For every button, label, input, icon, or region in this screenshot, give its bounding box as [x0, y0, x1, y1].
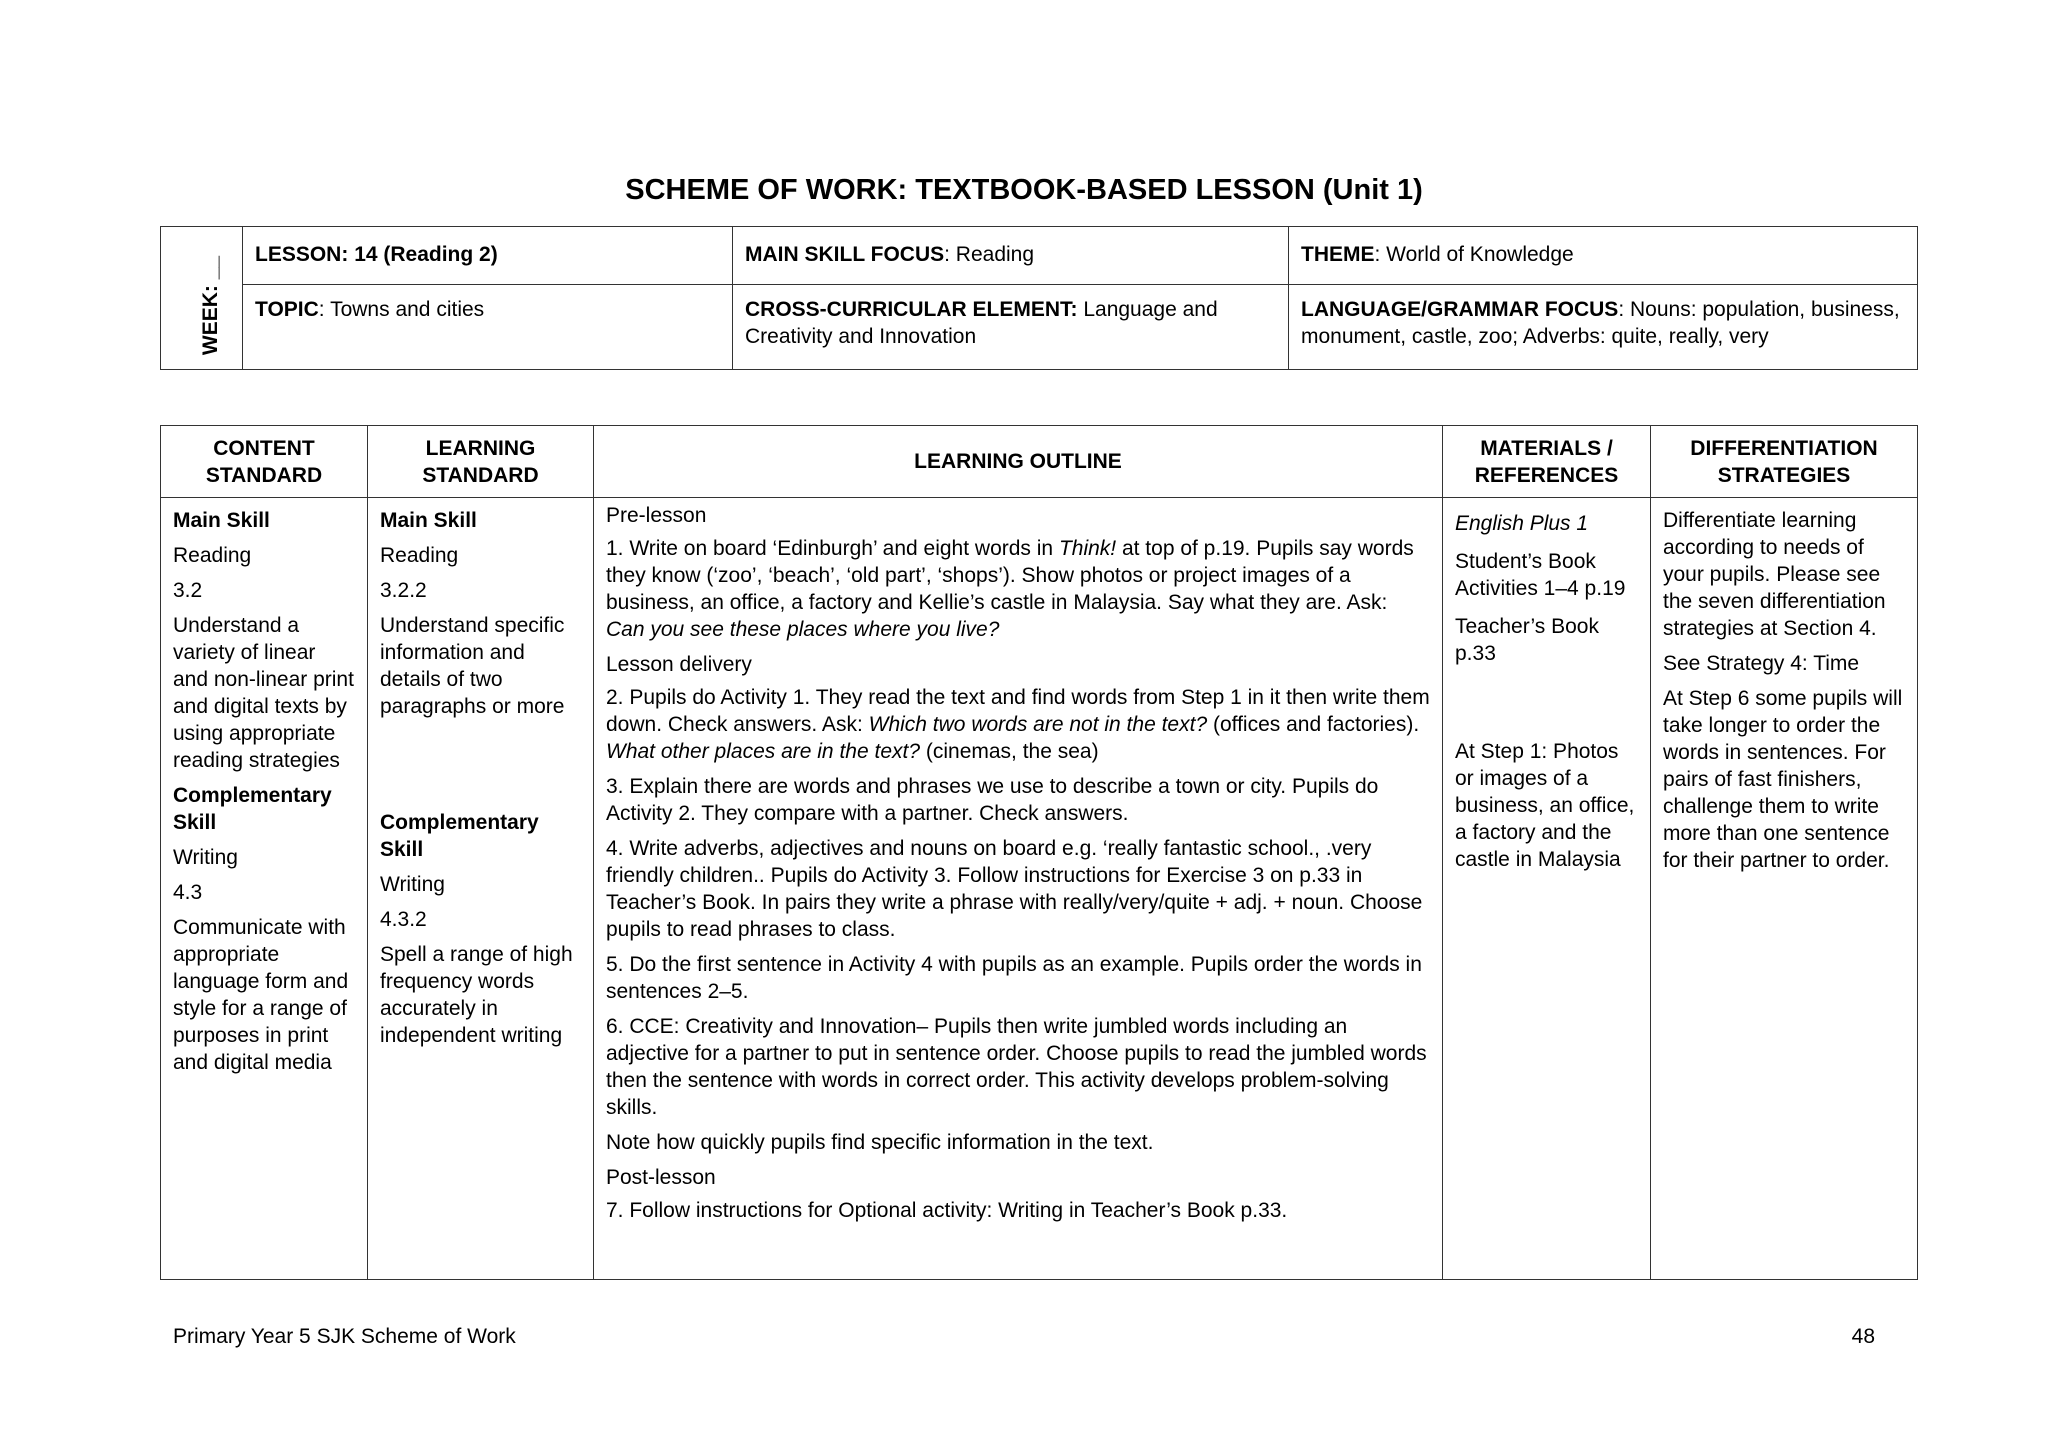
footer-doc-title: Primary Year 5 SJK Scheme of Work — [173, 1325, 516, 1348]
outline-step-7: 7. Follow instructions for Optional activity: Writing in Teacher’s Book p.33. — [606, 1199, 1288, 1222]
main-skill-focus-label: MAIN SKILL FOCUS — [745, 243, 945, 266]
page-title: SCHEME OF WORK: TEXTBOOK-BASED LESSON (Unit 1) — [625, 174, 1423, 206]
main-skill-focus-value: : Reading — [944, 243, 1035, 266]
outline-note: Note how quickly pupils find specific information in the text. — [606, 1131, 1154, 1154]
theme-label: THEME — [1301, 243, 1375, 266]
content-comp-code: 4.3 — [173, 881, 203, 904]
learning-main-skill: Reading — [380, 544, 459, 567]
language-focus-cell — [1289, 285, 1918, 370]
table-header-row — [161, 426, 1918, 498]
content-comp-skill: Writing — [173, 846, 238, 869]
materials-header: MATERIALS / REFERENCES — [1443, 426, 1651, 498]
lesson-delivery-heading: Lesson delivery — [606, 653, 752, 676]
topic-cell — [243, 285, 733, 370]
materials-students-book: Student’s Book Activities 1–4 p.19 — [1455, 550, 1626, 600]
content-standard-header: CONTENT STANDARD — [161, 426, 368, 498]
outline-step-6: 6. CCE: Creativity and Innovation– Pupils then write jumbled words including an adjective for a partner to put in sentence order. Choose pupils to read the jumbled words then the sentence with words in correct order. This activity develops problem-solving skills. — [606, 1015, 1427, 1119]
content-comp-skill-label: Complementary Skill — [173, 784, 332, 834]
learning-comp-code: 4.3.2 — [380, 908, 427, 931]
content-main-skill: Reading — [173, 544, 252, 567]
outline-step-3: 3. Explain there are words and phrases we use to describe a town or city. Pupils do Activity 2. They compare with a partner. Check answers. — [606, 775, 1379, 825]
main-skill-focus-cell — [733, 227, 1289, 285]
outline-step-1: 1. Write on board ‘Edinburgh’ and eight words in Think! at top of p.19. Pupils say words they know (‘zoo’, ‘beach’, ‘old part’, ‘shops’). Show photos or project images of a business, an office, a factory and Kellie’s castle in Malaysia. Say what they are. Ask: Can you see these places where you live? — [606, 537, 1414, 641]
learning-outline-header: LEARNING OUTLINE — [594, 426, 1443, 498]
language-focus-value: : Nouns: population, business, monument, castle, zoo; Adverbs: quite, really, very — [1301, 298, 1900, 348]
cross-curricular-value: Language and Creativity and Innovation — [745, 298, 1218, 348]
differentiation-cell — [1651, 498, 1918, 1280]
materials-book: English Plus 1 — [1455, 512, 1589, 535]
lesson-value: 14 (Reading 2) — [354, 243, 498, 266]
learning-comp-skill-label: Complementary Skill — [380, 811, 539, 861]
content-main-desc: Understand a variety of linear and non-linear print and digital texts by using appropriate reading strategies — [173, 614, 354, 772]
lesson-plan-table — [160, 425, 1918, 1280]
content-main-skill-label: Main Skill — [173, 509, 270, 532]
pre-lesson-heading: Pre-lesson — [606, 504, 707, 527]
post-lesson-heading: Post-lesson — [606, 1166, 716, 1189]
learning-standard-header: LEARNING STANDARD — [368, 426, 594, 498]
learning-main-desc: Understand specific information and details of two paragraphs or more — [380, 614, 565, 718]
outline-step-4: 4. Write adverbs, adjectives and nouns on board e.g. ‘really fantastic school., .very friendly children.. Pupils do Activity 3. Follow instructions for Exercise 3 on p.33 in Teacher’s Book. In pairs they write a phrase with really/very/quite + adj. + noun. Choose pupils to read phrases to class. — [606, 837, 1423, 941]
theme-value: : World of Knowledge — [1374, 243, 1574, 266]
week-cell — [161, 227, 243, 370]
outline-step-2: 2. Pupils do Activity 1. They read the text and find words from Step 1 in it then write them down. Check answers. Ask: Which two words are not in the text? (offices and factories). What other places are in the text? (cinemas, the sea) — [606, 686, 1430, 763]
topic-value: : Towns and cities — [318, 298, 485, 321]
theme-cell — [1289, 227, 1918, 285]
materials-teachers-book: Teacher’s Book p.33 — [1455, 615, 1599, 665]
learning-comp-skill: Writing — [380, 873, 445, 896]
learning-main-skill-label: Main Skill — [380, 509, 477, 532]
differentiation-intro: Differentiate learning according to needs of your pupils. Please see the seven differentiation strategies at Section 4. — [1663, 509, 1886, 640]
outline-step-5: 5. Do the first sentence in Activity 4 with pupils as an example. Pupils order the words in sentences 2–5. — [606, 953, 1422, 1003]
lesson-cell — [243, 227, 733, 285]
lesson-header-table — [160, 226, 1918, 370]
content-main-code: 3.2 — [173, 579, 203, 602]
cross-curricular-cell — [733, 285, 1289, 370]
language-focus-label: LANGUAGE/GRAMMAR FOCUS — [1301, 298, 1619, 321]
materials-cell — [1443, 498, 1651, 1280]
learning-main-code: 3.2.2 — [380, 579, 427, 602]
cross-curricular-label: CROSS-CURRICULAR ELEMENT: — [745, 298, 1078, 321]
learning-comp-desc: Spell a range of high frequency words accurately in independent writing — [380, 943, 573, 1047]
page-number: 48 — [1851, 1325, 1875, 1348]
differentiation-header: DIFFERENTIATION STRATEGIES — [1651, 426, 1918, 498]
content-standard-cell — [161, 498, 368, 1280]
week-label: WEEK: __ — [199, 255, 223, 355]
differentiation-strategy: See Strategy 4: Time — [1663, 652, 1860, 675]
table-row — [161, 498, 1918, 1280]
lesson-label: LESSON: — [255, 243, 349, 266]
learning-outline-cell — [594, 498, 1443, 1280]
topic-label: TOPIC — [255, 298, 319, 321]
learning-standard-cell — [368, 498, 594, 1280]
differentiation-step6: At Step 6 some pupils will take longer to order the words in sentences. For pairs of fast finishers, challenge them to write more than one sentence for their partner to order. — [1663, 687, 1903, 872]
content-comp-desc: Communicate with appropriate language form and style for a range of purposes in print and digital media — [173, 916, 349, 1074]
materials-step1-note: At Step 1: Photos or images of a business, an office, a factory and the castle in Malaysia — [1455, 740, 1635, 871]
